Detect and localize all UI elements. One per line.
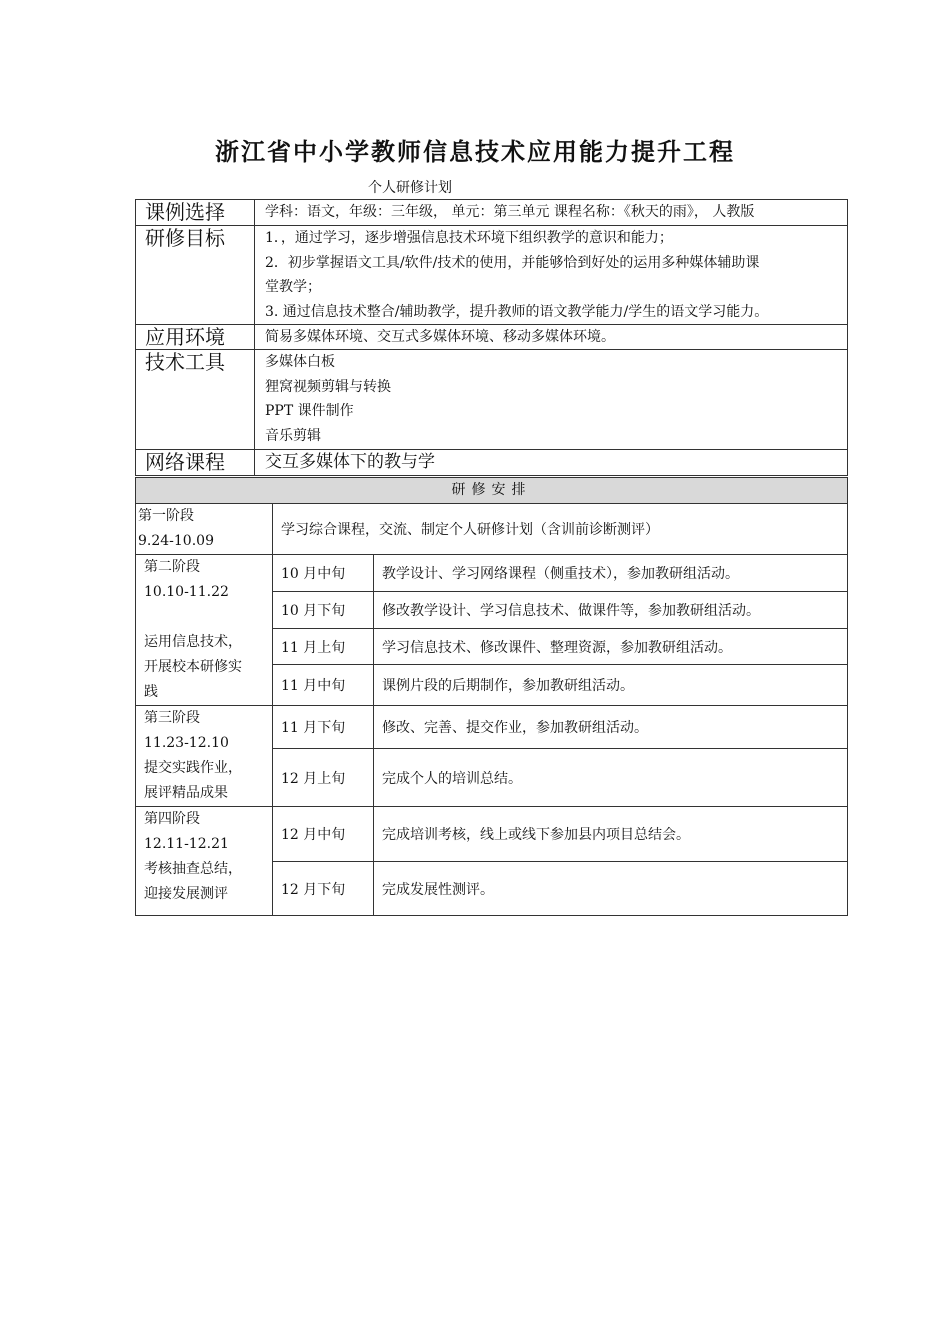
stage-4-cell (136, 807, 273, 916)
schedule-header-row (136, 478, 848, 504)
stage-3-cell (136, 706, 273, 807)
month-cell: 11 月中旬 (273, 665, 374, 706)
online-value: 交互多媒体下的教与学 (255, 450, 848, 476)
stage-1-task: 学习综合课程，交流、制定个人研修计划（含训前诊断测评） (273, 504, 848, 555)
goal-line: 3. 通过信息技术整合/辅助教学，提升教师的语文教学能力/学生的语文学习能力。 (265, 303, 769, 320)
page-subtitle: 个人研修计划 (368, 180, 452, 196)
env-label: 应用环境 (136, 325, 255, 350)
goal-line: 堂教学； (265, 279, 321, 295)
task-cell: 修改、完善、提交作业，参加教研组活动。 (374, 706, 848, 749)
month-cell: 12 月中旬 (273, 807, 374, 862)
page-title: 浙江省中小学教师信息技术应用能力提升工程 (215, 137, 735, 166)
stage-line: 第三阶段 (144, 710, 200, 726)
stage-line: 考核抽查总结， (144, 861, 242, 877)
info-table (135, 199, 848, 476)
month-cell: 10 月中旬 (273, 555, 374, 592)
table-row (136, 200, 848, 226)
task-cell: 学习信息技术、修改课件、整理资源，参加教研组活动。 (374, 629, 848, 665)
tools-label: 技术工具 (136, 350, 255, 450)
stage-spacer (144, 605, 272, 630)
online-label: 网络课程 (136, 450, 255, 476)
task-cell: 完成个人的培训总结。 (374, 749, 848, 807)
course-label: 课例选择 (136, 200, 255, 226)
stage-line: 第四阶段 (144, 811, 200, 827)
schedule-table (135, 477, 848, 916)
stage-line: 开展校本研修实 (144, 659, 242, 675)
course-value: 学科：语文，年级：三年级， 单元：第三单元 课程名称：《秋天的雨》， 人教版 (255, 200, 848, 226)
table-row (136, 807, 848, 862)
month-cell: 11 月下旬 (273, 706, 374, 749)
tool-item: 多媒体白板 (265, 354, 335, 370)
table-row (136, 504, 848, 555)
stage-line: 第一阶段 (138, 508, 194, 524)
month-cell: 12 月下旬 (273, 862, 374, 916)
env-value: 简易多媒体环境、交互式多媒体环境、移动多媒体环境。 (255, 325, 848, 350)
stage-line: 11.23-12.10 (144, 735, 229, 751)
stage-line: 10.10-11.22 (144, 584, 229, 600)
goal-line: 1．，通过学习，逐步增强信息技术环境下组织教学的意识和能力； (265, 230, 673, 246)
stage-1-cell (136, 504, 273, 555)
goal-label: 研修目标 (136, 226, 255, 325)
month-cell: 10 月下旬 (273, 592, 374, 629)
task-cell: 完成培训考核，线上或线下参加县内项目总结会。 (374, 807, 848, 862)
table-row (136, 450, 848, 476)
tools-value (255, 350, 848, 450)
stage-line: 12.11-12.21 (144, 836, 229, 852)
table-row (136, 706, 848, 749)
task-cell: 完成发展性测评。 (374, 862, 848, 916)
goal-value (255, 226, 848, 325)
task-cell: 教学设计、学习网络课程（侧重技术），参加教研组活动。 (374, 555, 848, 592)
task-cell: 修改教学设计、学习信息技术、做课件等，参加教研组活动。 (374, 592, 848, 629)
table-row (136, 555, 848, 592)
goal-line: 2．初步掌握语文工具/软件/技术的使用，并能够恰到好处的运用多种媒体辅助课 (265, 254, 760, 271)
stage-line: 践 (144, 684, 158, 700)
stage-line: 9.24-10.09 (138, 533, 214, 549)
task-cell: 课例片段的后期制作，参加教研组活动。 (374, 665, 848, 706)
stage-line: 第二阶段 (144, 559, 200, 575)
table-row (136, 226, 848, 325)
month-cell: 12 月上旬 (273, 749, 374, 807)
tool-item: 音乐剪辑 (265, 427, 321, 444)
tool-item: 狸窝视频剪辑与转换 (265, 378, 391, 395)
schedule-header: 研修安排 (136, 478, 848, 504)
stage-line: 展评精品成果 (144, 785, 228, 801)
month-cell: 11 月上旬 (273, 629, 374, 665)
stage-line: 迎接发展测评 (144, 886, 228, 902)
tool-item: PPT 课件制作 (265, 403, 354, 419)
table-row (136, 350, 848, 450)
stage-line: 提交实践作业， (144, 760, 242, 776)
stage-line: 运用信息技术， (144, 634, 242, 650)
stage-2-cell (136, 555, 273, 706)
table-row (136, 325, 848, 350)
